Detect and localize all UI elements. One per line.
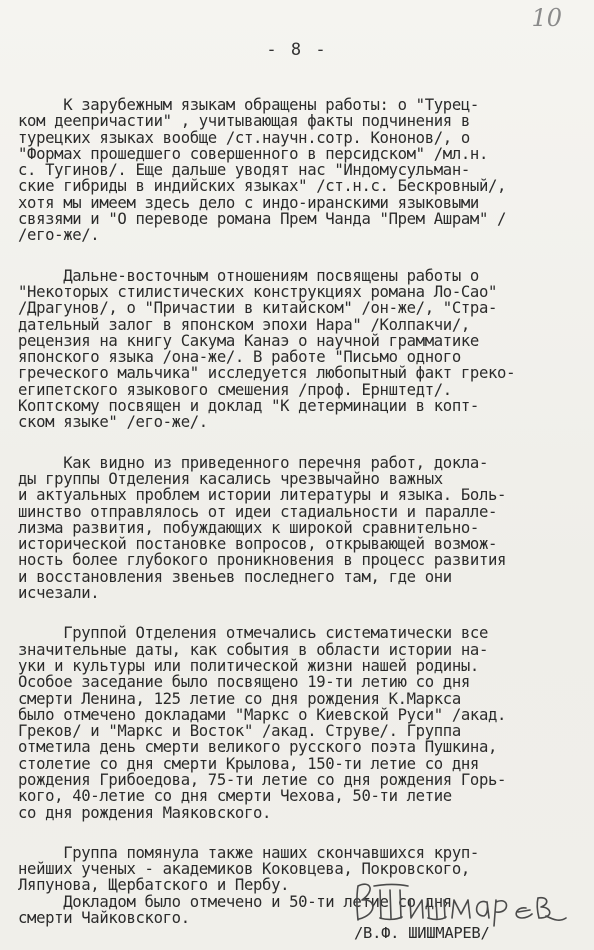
archive-page-mark: 10 (531, 4, 562, 32)
text-line: Особое заседание было посвящено 19-ти летию со дня (18, 673, 470, 692)
signer-typed-name: /В.Ф. ШИШМАРЕВ/ (354, 924, 490, 942)
text-line: кого, 40-летие со дня смерти Чехова, 50-ти летие (18, 787, 452, 806)
paragraph-anniversaries (18, 625, 586, 821)
text-line: "Формах прошедшего совершенного в персидском" /мл.н. (18, 144, 488, 163)
text-line: Коптскому посвящен и доклад "К детерминации в копт- (18, 397, 479, 416)
text-line: с. Тугинов/. Еще дальше уводят нас "Индомусульман- (18, 161, 470, 180)
text-line: и актуальных проблем истории литературы и языка. Боль- (18, 486, 507, 505)
signature-block (350, 876, 570, 946)
text-line: рецензия на книгу Сакума Канаэ о научной грамматике (18, 331, 479, 350)
text-line: рождения Грибоедова, 75-ти летие со дня рождения Горь- (18, 770, 507, 789)
text-line: ность более глубокого проникновения в процесс развития (18, 551, 507, 570)
text-line: Греков/ и "Маркс и Восток" /акад. Струве/. Группа (18, 722, 461, 741)
text-line: исторической постановке вопросов, открывающей возмож- (18, 535, 498, 554)
text-line: смерти Ленина, 125 летие со дня рождения К.Маркса (18, 689, 461, 708)
text-line: Группой Отделения отмечались систематически все (18, 624, 488, 643)
text-line: связями и "О переводе романа Прем Чанда "Прем Ашрам" / (18, 210, 507, 229)
text-line: Группа помянула также наших скончавшихся круп- (18, 843, 479, 862)
handwritten-signature (350, 876, 570, 928)
text-line: турецких языках вообще /ст.научн.сотр. Кононов/, о (18, 128, 470, 147)
text-line: ды группы Отделения касались чрезвычайно важных (18, 469, 443, 488)
paragraph-foreign-languages (18, 97, 586, 244)
paragraph-summary (18, 455, 586, 602)
text-line: "Некоторых стилистических конструкциях романа Ло-Сао" (18, 282, 498, 301)
text-line: ские гибриды в индийских языках" /ст.н.с. Бескровный/, (18, 177, 507, 196)
text-line: К зарубежным языкам обращены работы: о "Турец- (18, 96, 479, 114)
text-line: хотя мы имеем здесь дело с индо-иранскими языковыми (18, 193, 479, 212)
text-line: со дня рождения Маяковского. (18, 803, 272, 822)
text-line: египетского языкового смешения /проф. Ернштедт/. (18, 380, 452, 399)
text-line: /его-же/. (18, 226, 100, 245)
text-line: Ляпунова, Щербатского и Пербу. (18, 876, 290, 895)
paragraph-far-east (18, 268, 586, 431)
text-line: /Драгунов/, о "Причастии в китайском" /он-же/, "Стра- (18, 299, 498, 318)
text-line: Как видно из приведенного перечня работ, докла- (18, 453, 488, 472)
text-line: японского языка /она-же/. В работе "Письмо одного (18, 348, 461, 367)
text-line: отметила день смерти великого русского поэта Пушкина, (18, 738, 498, 757)
text-line: лизма развития, побуждающих к широкой сравнительно- (18, 518, 479, 537)
document-body (18, 97, 586, 950)
text-line: шинство отправлялось от идеи стадиальности и паралле- (18, 502, 498, 521)
text-line: было отмечено докладами "Маркс о Киевской Руси" /акад. (18, 705, 507, 724)
text-line: Дальне-восточным отношениям посвящены работы о (18, 266, 479, 285)
text-line: ском языке" /его-же/. (18, 413, 208, 432)
text-line: исчезали. (18, 584, 100, 603)
page-number: - 8 - (266, 40, 328, 60)
text-line: нейших ученых - академиков Коковцева, Покровского, (18, 860, 470, 879)
text-line: столетие со дня смерти Крылова, 150-ти летие со дня (18, 754, 479, 773)
text-line: значительные даты, как события в области истории на- (18, 640, 488, 659)
text-line: ком деепричастии" , учитывающая факты подчинения в (18, 112, 470, 131)
text-line: Докладом было отмечено и 50-ти летие со дня (18, 892, 452, 911)
text-line: греческого мальчика" исследуется любопытный факт греко- (18, 364, 516, 383)
text-line: и восстановления звеньев последнего там, где они (18, 567, 452, 586)
text-line: дательный залог в японском эпохи Нара" /Колпакчи/, (18, 315, 470, 334)
text-line: смерти Чайковского. (18, 909, 190, 928)
text-line: уки и культуры или политической жизни нашей родины. (18, 656, 479, 675)
